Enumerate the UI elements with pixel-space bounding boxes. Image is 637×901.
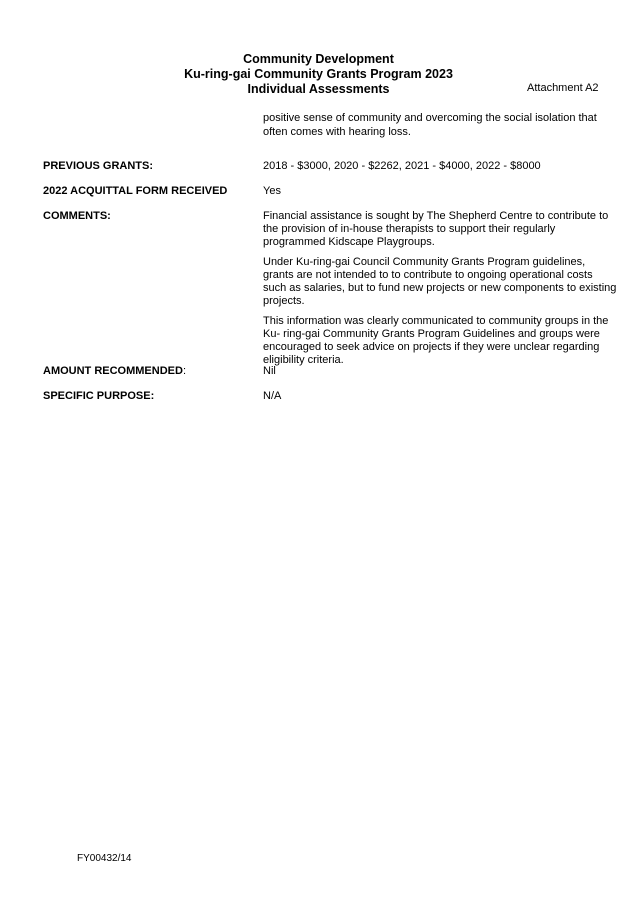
amount-recommended-label-colon: : (182, 365, 187, 377)
attachment-label: Attachment A2 (527, 82, 599, 94)
amount-recommended-label-text: AMOUNT RECOMMENDED (43, 365, 183, 377)
comment-paragraph: Financial assistance is sought by The Shepherd Centre to contribute to the provision of in-house therapists to support their regularly programmed Kidscape Playgroups. (263, 210, 609, 248)
continued-text: positive sense of community and overcoming the social isolation that often comes with hearing loss. (263, 112, 597, 138)
previous-grants-value: 2018 - $3000, 2020 - $2262, 2021 - $4000, 2022 - $8000 (263, 160, 541, 172)
department-title: Community Development (243, 52, 394, 66)
acquittal-label: 2022 ACQUITTAL FORM RECEIVED (43, 185, 228, 197)
previous-grants-label: PREVIOUS GRANTS: (43, 160, 154, 172)
comment-paragraph: This information was clearly communicated to community groups in the Ku- ring-gai Community Grants Program Guidelines and groups were encouraged to seek advice on projects if they were unclear regarding eligibility criteria. (263, 315, 609, 366)
section-title: Individual Assessments (247, 82, 390, 96)
comments-value (263, 210, 618, 374)
amount-recommended-value: Nil (263, 365, 276, 377)
acquittal-value: Yes (263, 185, 281, 197)
amount-recommended-label (43, 365, 258, 378)
specific-purpose-label: SPECIFIC PURPOSE: (43, 390, 155, 402)
comments-label: COMMENTS: (43, 210, 111, 222)
specific-purpose-value: N/A (263, 390, 282, 402)
program-title: Ku-ring-gai Community Grants Program 2023 (184, 67, 453, 81)
comment-paragraph: Under Ku-ring-gai Council Community Grants Program guidelines, grants are not intended to to contribute to ongoing operational costs such as salaries, but to fund new projects or new components to existing projects. (263, 256, 617, 307)
document-reference: FY00432/14 (77, 853, 132, 864)
